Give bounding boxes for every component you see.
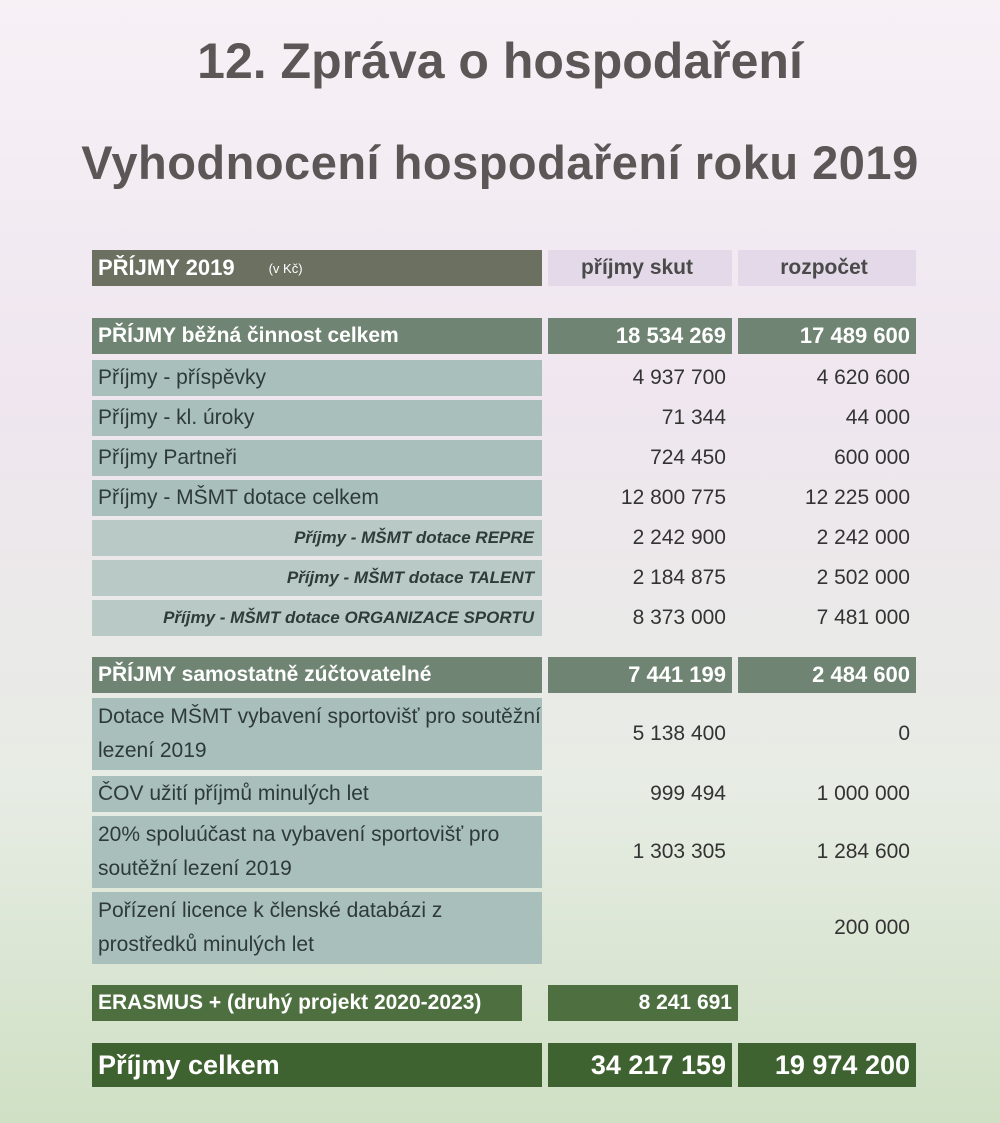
row-budget: 2 484 600 [738, 657, 916, 693]
row-label: PŘÍJMY běžná činnost celkem [92, 318, 542, 354]
row-actual: 34 217 159 [548, 1043, 732, 1087]
row-budget: 12 225 000 [804, 486, 910, 509]
row-label: Příjmy - MŠMT dotace ORGANIZACE SPORTU [92, 600, 542, 636]
row-label: Příjmy - příspěvky [92, 360, 542, 396]
row-budget: 4 620 600 [816, 366, 910, 389]
row-actual: 5 138 400 [632, 722, 726, 745]
row-actual: 18 534 269 [548, 318, 732, 354]
row-budget: 200 000 [834, 916, 910, 939]
row-budget: 17 489 600 [738, 318, 916, 354]
row-label: Příjmy - MŠMT dotace REPRE [92, 520, 542, 556]
row-actual: 724 450 [650, 446, 726, 469]
row-label: Dotace MŠMT vybavení sportovišť pro soutěžní lezení 2019 [92, 698, 542, 770]
row-actual [548, 892, 732, 964]
header-unit: (v Kč) [268, 260, 303, 276]
row-label: Pořízení licence k členské databázi z prostředků minulých let [92, 892, 542, 964]
row-actual: 2 184 875 [632, 566, 726, 589]
row-actual: 2 242 900 [632, 526, 726, 549]
row-label: ČOV užití příjmů minulých let [92, 776, 542, 812]
row-budget: 1 000 000 [816, 782, 910, 805]
row-actual: 4 937 700 [632, 366, 726, 389]
header-col-budget: rozpočet [738, 250, 916, 286]
row-budget: 44 000 [845, 406, 910, 429]
row-actual: 8 373 000 [632, 606, 726, 629]
row-actual: 7 441 199 [548, 657, 732, 693]
row-actual: 1 303 305 [632, 840, 726, 863]
row-actual: 71 344 [661, 406, 726, 429]
row-actual: 999 494 [650, 782, 726, 805]
row-label: PŘÍJMY samostatně zúčtovatelné [92, 657, 542, 693]
header-label: PŘÍJMY 2019 [98, 255, 235, 280]
row-label: 20% spoluúčast na vybavení sportovišť pro soutěžní lezení 2019 [92, 816, 542, 888]
row-label: ERASMUS + (druhý projekt 2020-2023) [92, 985, 522, 1021]
page-title: 12. Zpráva o hospodaření [197, 33, 803, 89]
row-label: Příjmy Partneři [92, 440, 542, 476]
row-label: Příjmy - MŠMT dotace TALENT [92, 560, 542, 596]
row-label: Příjmy - kl. úroky [92, 400, 542, 436]
row-budget: 19 974 200 [738, 1043, 916, 1087]
header-col-actual: příjmy skut [548, 250, 732, 286]
row-label: Příjmy - MŠMT dotace celkem [92, 480, 542, 516]
header-label-cell [92, 250, 542, 286]
page-subtitle: Vyhodnocení hospodaření roku 2019 [81, 136, 919, 189]
row-budget: 0 [898, 722, 910, 745]
row-budget: 2 502 000 [816, 566, 910, 589]
row-actual: 12 800 775 [620, 486, 726, 509]
row-budget: 7 481 000 [816, 606, 910, 629]
row-label: Příjmy celkem [92, 1043, 542, 1087]
row-budget: 2 242 000 [816, 526, 910, 549]
row-budget: 600 000 [834, 446, 910, 469]
row-actual: 8 241 691 [548, 985, 738, 1021]
row-budget: 1 284 600 [816, 840, 910, 863]
